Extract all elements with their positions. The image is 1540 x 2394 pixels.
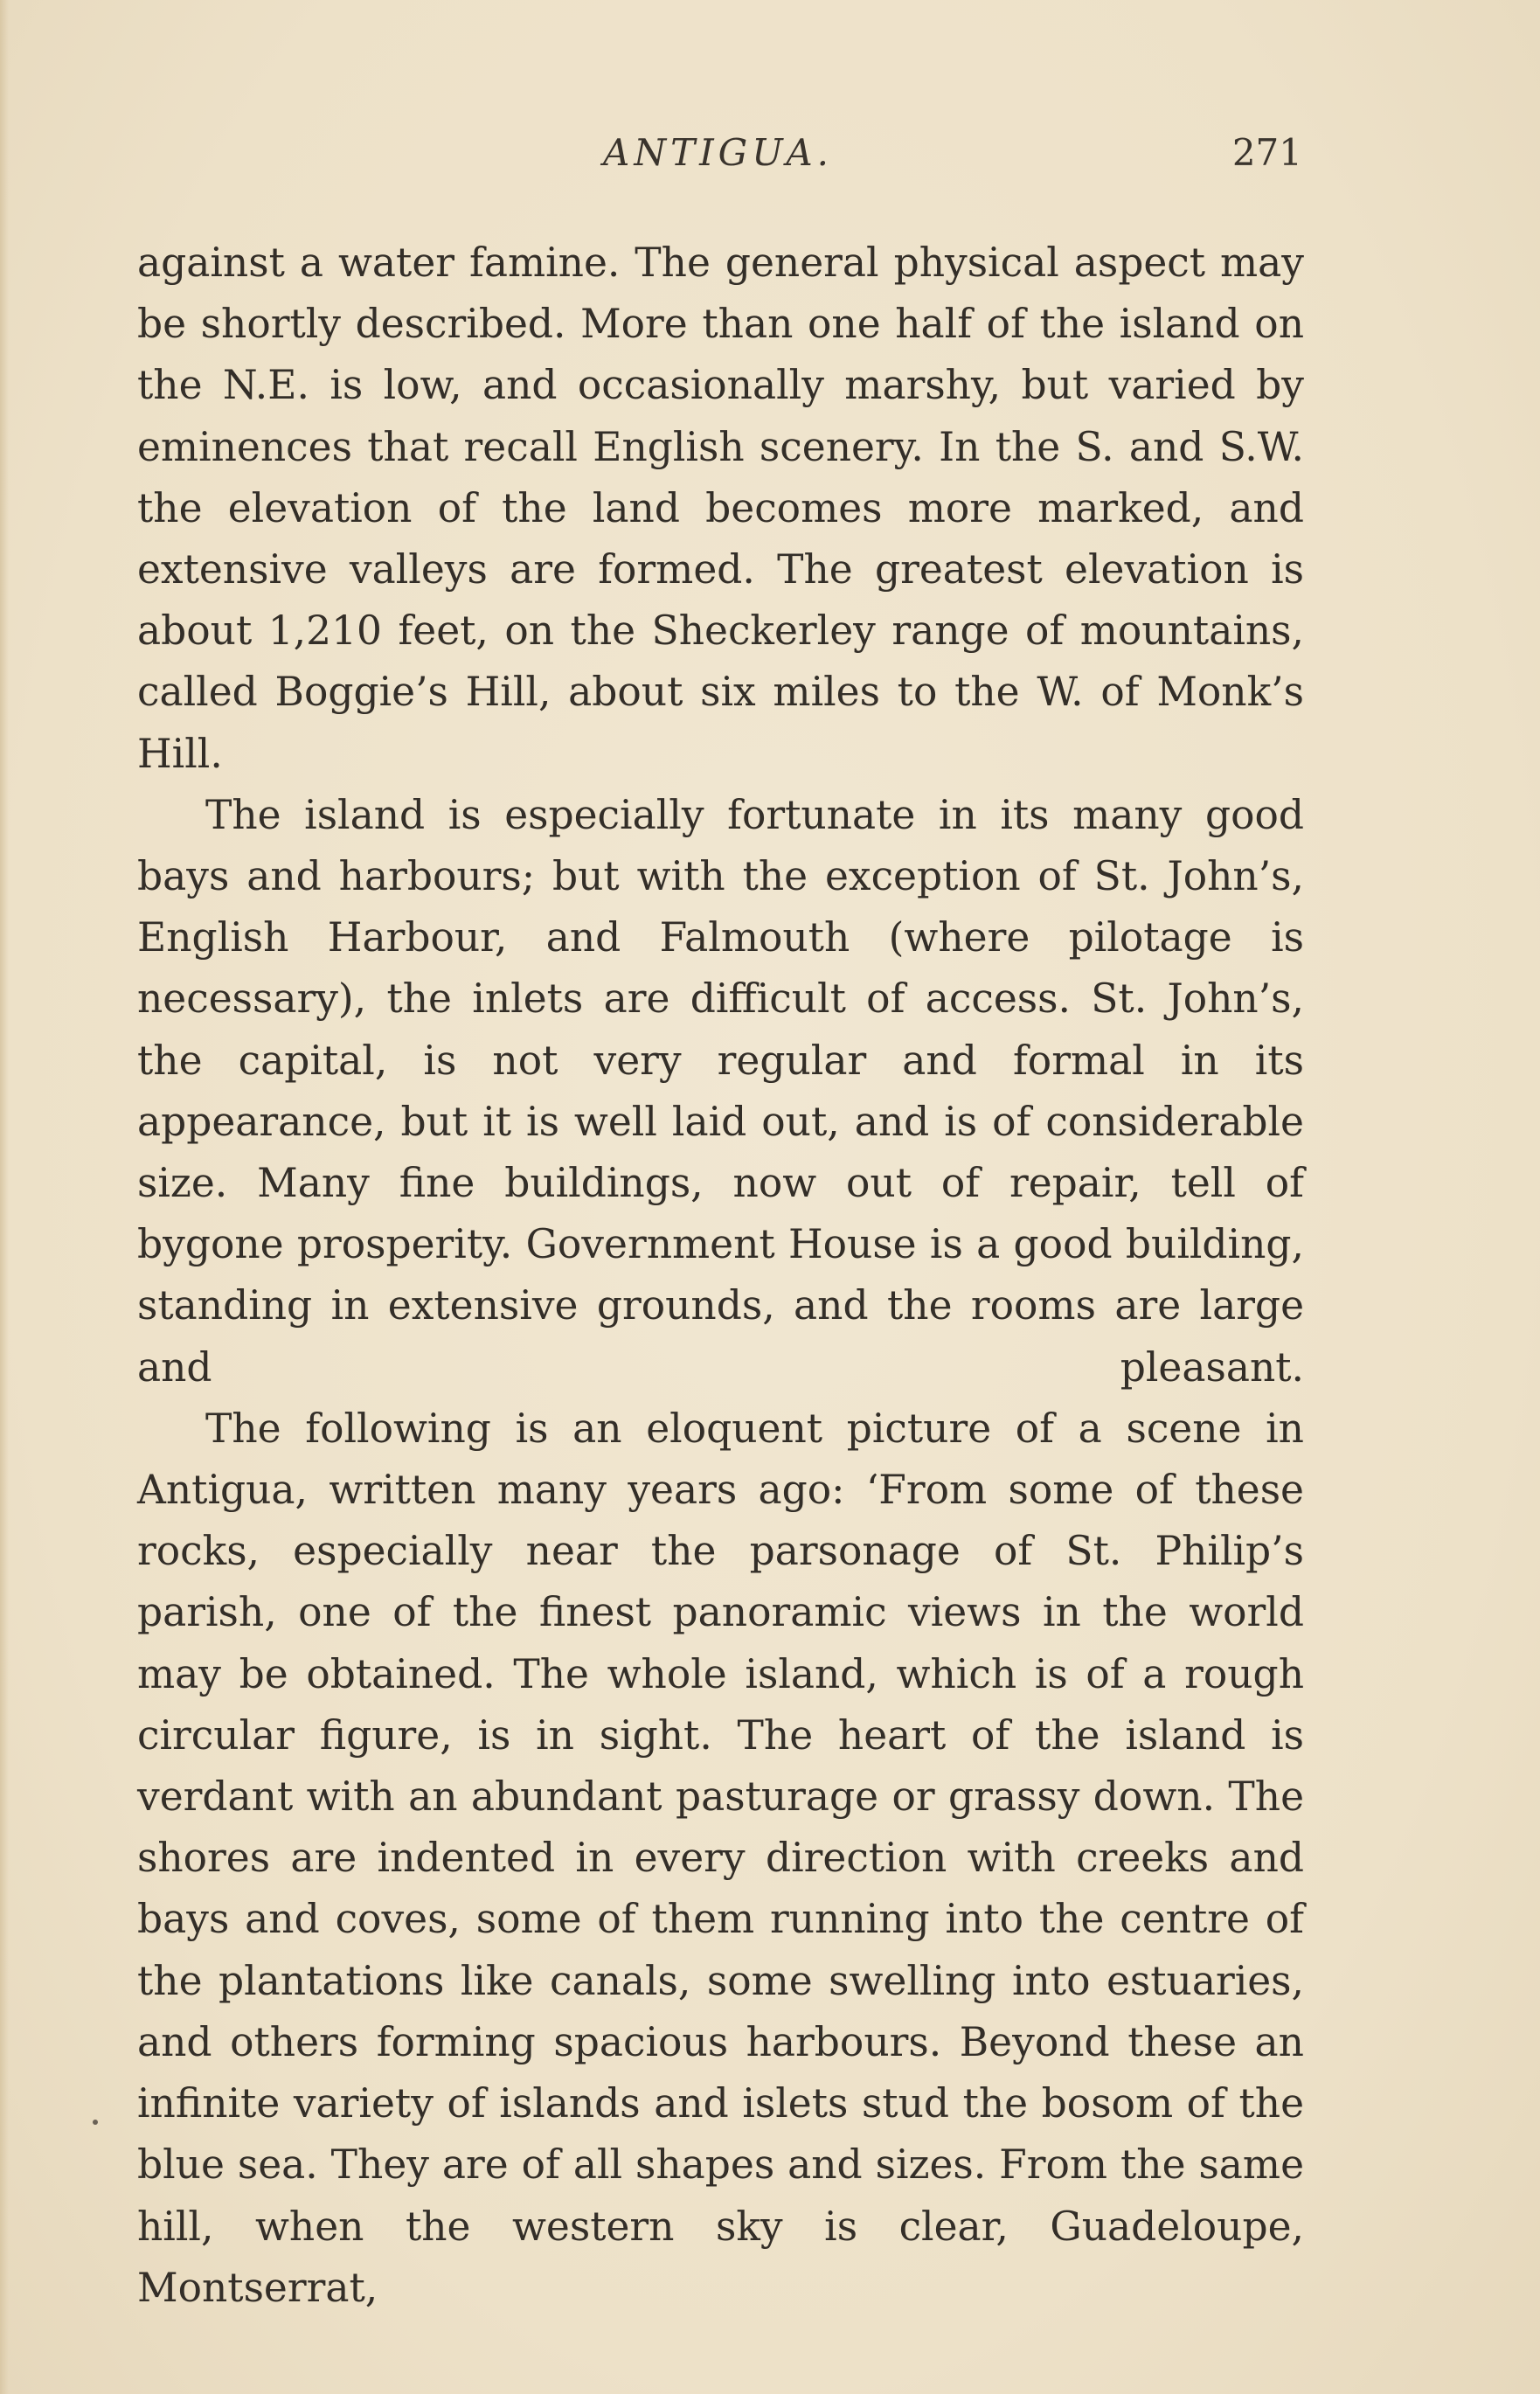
ink-speck [93, 2120, 98, 2125]
running-head-title: ANTIGUA. [603, 131, 834, 174]
body-text [137, 232, 1304, 2319]
paragraph-3: The following is an eloquent picture of a scene in Antigua, written many years ago: ‘From some of these rocks, especially near the parsonage of St. Philip’s parish, one of the finest panoramic views in the world may be obtained. The whole island, which is of a rough circular figure, is in sight. The heart of the island is verdant with an abundant pasturage or grassy down. The shores are indented in every direction with creeks and bays and coves, some of them running into the centre of the plantations like canals, some swelling into estuaries, and others forming spacious harbours. Beyond these an infinite variety of islands and islets stud the bosom of the blue sea. They are of all shapes and sizes. From the same hill, when the western sky is clear, Guadeloupe, Montserrat, [137, 1405, 1304, 2311]
binding-edge-shadow [0, 0, 9, 2394]
paragraph-2: The island is especially fortunate in its many good bays and harbours; but with the exception of St. John’s, English Harbour, and Falmouth (where pilotage is necessary), the inlets are difficult of access. St. John’s, the capital, is not very regular and formal in its appearance, but it is well laid out, and is of considerable size. Many fine buildings, now out of repair, tell of bygone prosperity. Government House is a good building, standing in extensive grounds, and the rooms are large and pleasant. [137, 791, 1304, 1391]
page-number: 271 [1231, 131, 1302, 174]
paragraph-1: against a water famine. The general physical aspect may be shortly described. More than one half of the island on the N.E. is low, and occasionally marshy, but varied by eminences that recall English scenery. In the S. and S.W. the elevation of the land becomes more marked, and extensive valleys are formed. The greatest elevation is about 1,210 feet, on the Sheckerley range of mountains, called Boggie’s Hill, about six miles to the W. of Monk’s Hill. [137, 239, 1304, 777]
running-head [0, 131, 1540, 184]
